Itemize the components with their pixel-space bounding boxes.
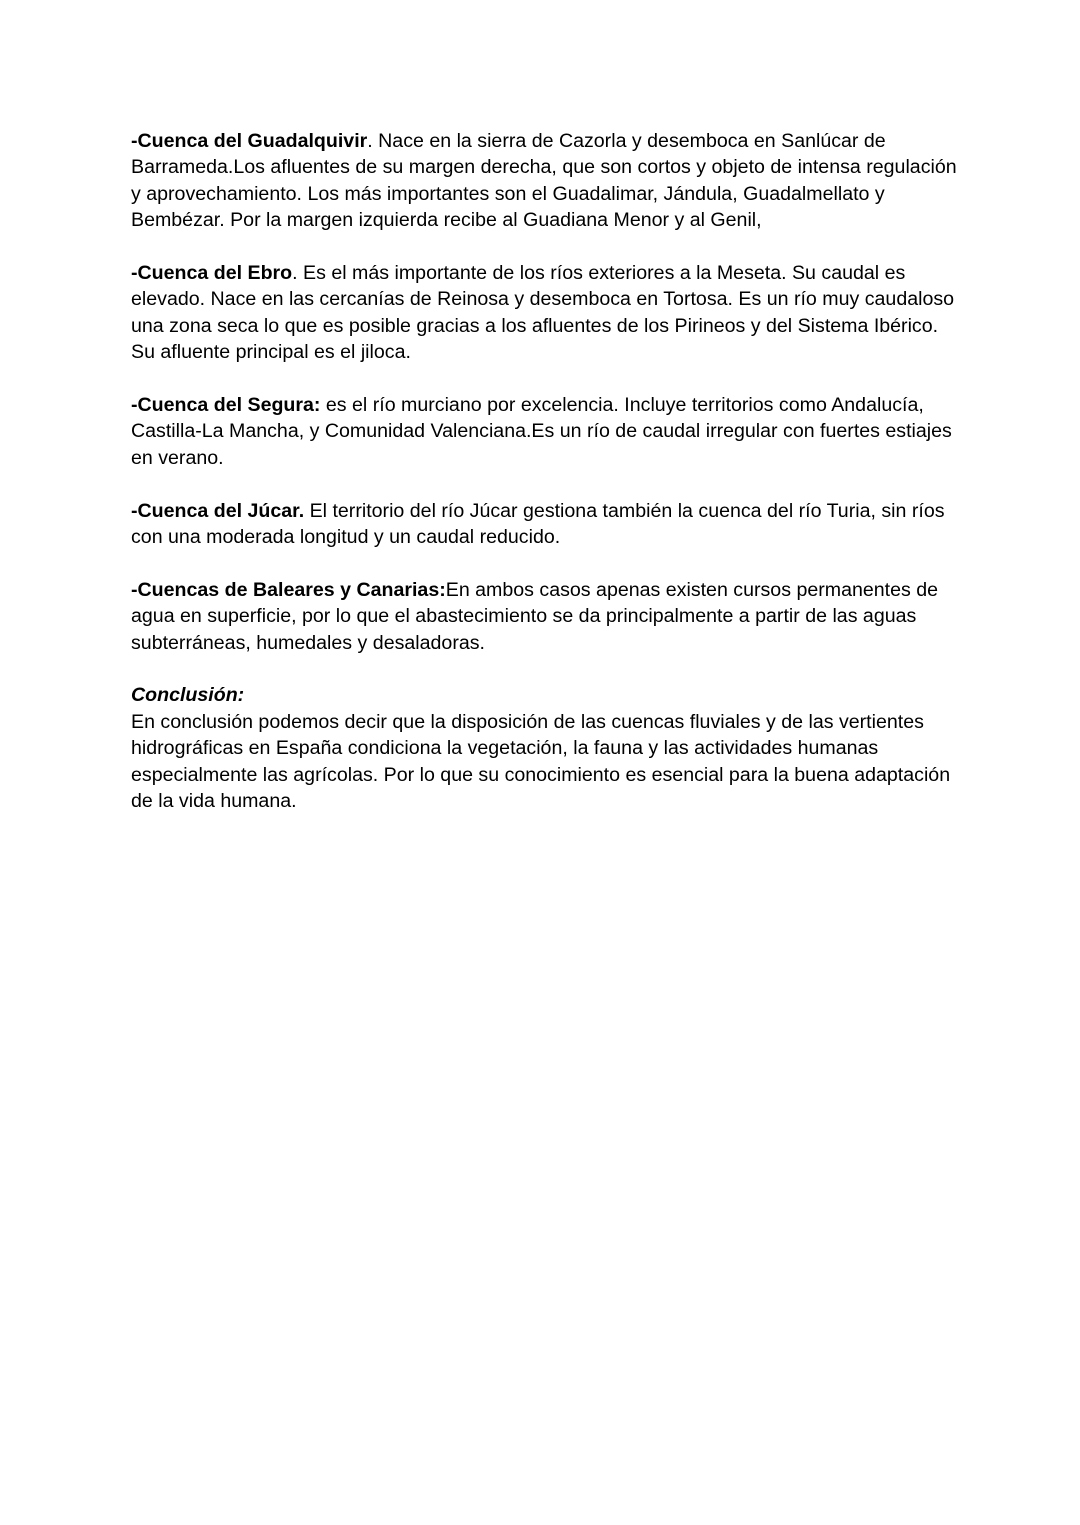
section-guadalquivir <box>131 128 961 234</box>
section-segura <box>131 392 961 471</box>
conclusion-body: En conclusión podemos decir que la disposición de las cuencas fluviales y de las vertientes hidrográficas en España condiciona la vegetación, la fauna y las actividades humanas especialmente las agrícolas. Por lo que su conocimiento es esencial para la buena adaptación de la vida humana. <box>131 710 951 813</box>
section-body: . Es el más importante de los ríos exteriores a la Meseta. Su caudal es elevado. Nace en las cercanías de Reinosa y desemboca en Tortosa. Es un río muy caudaloso una zona seca lo que es posible gracias a los afluentes de los Pirineos y del Sistema Ibérico. Su afluente principal es el jiloca. <box>131 262 955 364</box>
section-baleares-canarias <box>131 577 961 656</box>
section-body: El territorio del río Júcar gestiona también la cuenca del río Turia, sin ríos con una moderada longitud y un caudal reducido. <box>131 499 945 549</box>
section-title: -Cuenca del Júcar. <box>131 499 305 522</box>
section-jucar <box>131 498 961 551</box>
section-body: es el río murciano por excelencia. Incluye territorios como Andalucía, Castilla-La Mancha, y Comunidad Valenciana.Es un río de caudal irregular con fuertes estiajes en verano. <box>131 394 952 469</box>
section-title: -Cuenca del Guadalquivir <box>131 130 368 152</box>
section-body: . Nace en la sierra de Cazorla y desemboca en Sanlúcar de Barrameda.Los afluentes de su margen derecha, que son cortos y objeto de intensa regulación y aprovechamiento. Los más importantes son el Guadalimar, Jándula, Guadalmellato y Bembézar. Por la margen izquierda recibe al Guadiana Menor y al Genil, <box>131 130 957 232</box>
section-title: -Cuenca del Ebro <box>131 262 293 285</box>
conclusion-section <box>131 682 961 814</box>
section-title: -Cuencas de Baleares y Canarias: <box>131 578 446 601</box>
document-page <box>131 128 961 841</box>
conclusion-heading: Conclusión: <box>131 684 245 707</box>
section-ebro <box>131 260 961 366</box>
section-title: -Cuenca del Segura: <box>131 394 321 417</box>
section-body: En ambos casos apenas existen cursos permanentes de agua en superficie, por lo que el abastecimiento se da principalmente a partir de las aguas subterráneas, humedales y desaladoras. <box>131 578 939 654</box>
